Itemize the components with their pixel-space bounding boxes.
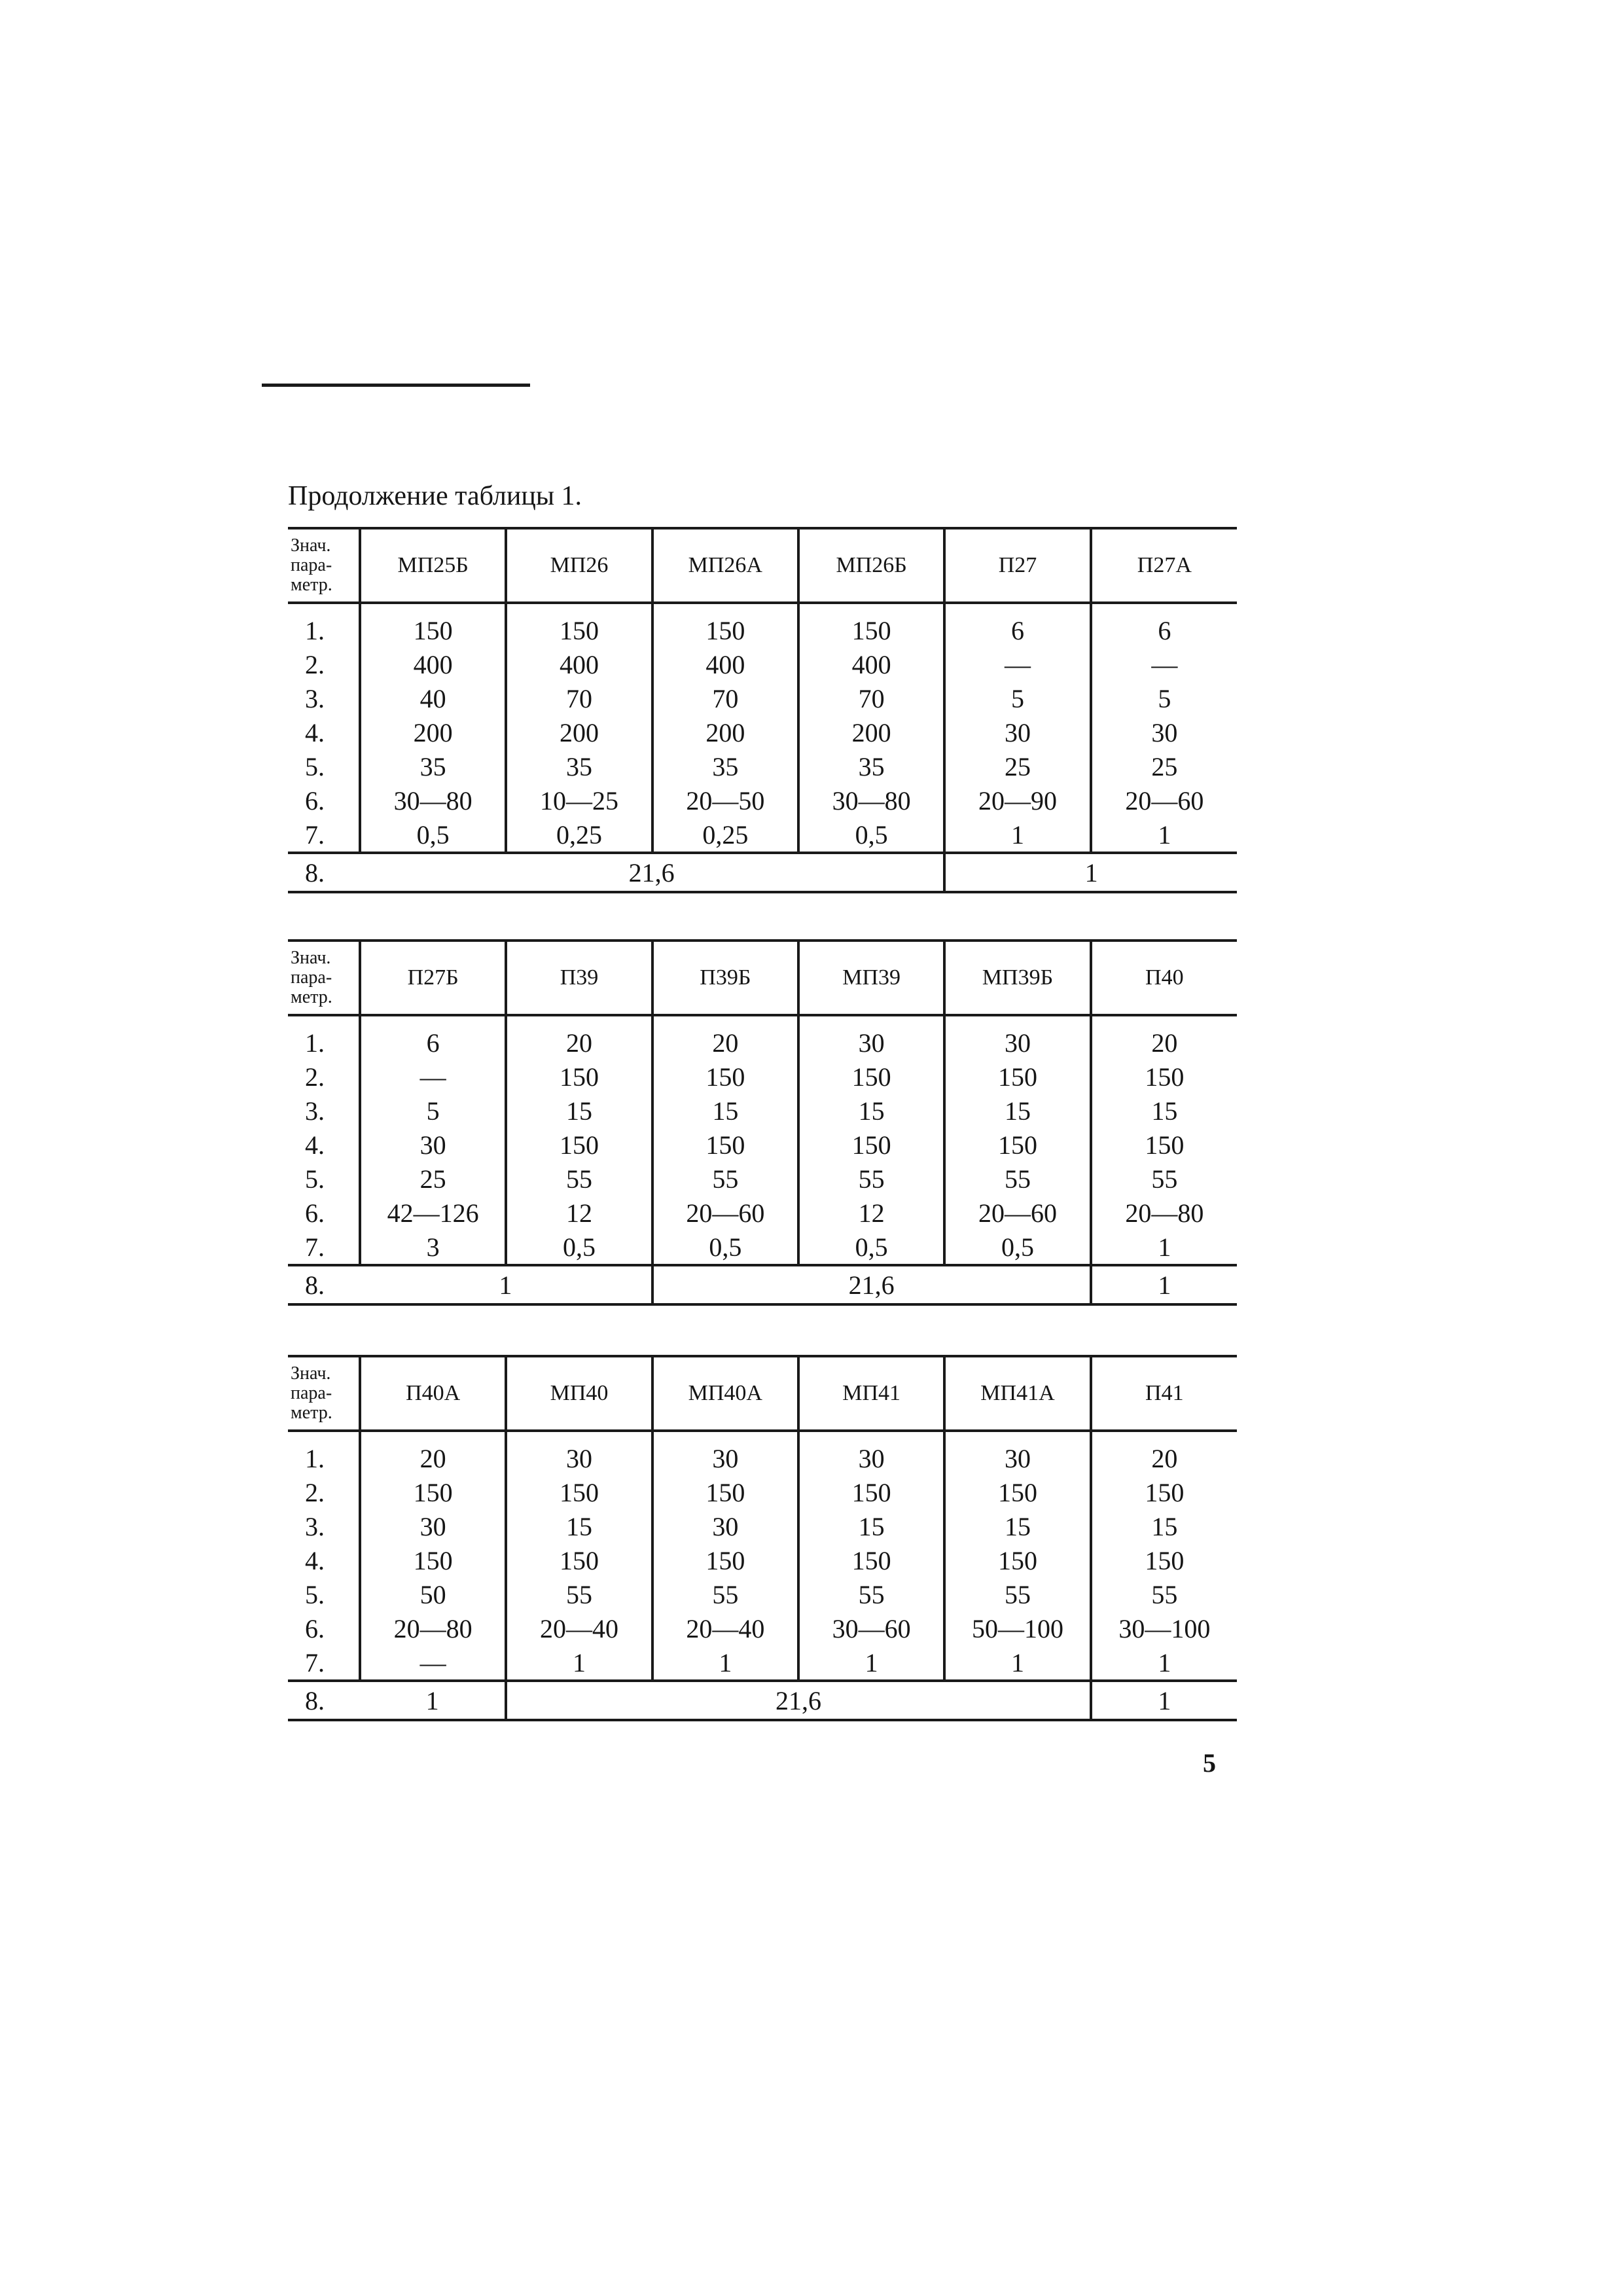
table-cell: 0,5 [360,817,506,853]
table-row [288,817,1237,853]
table-cell: 15 [944,1094,1090,1128]
table-row [288,715,1237,749]
table-cell: 5 [944,681,1090,715]
label-head-line: метр. [291,987,332,1007]
table-cell: 6 [944,603,1090,647]
table-cell: 1 [1091,1645,1237,1681]
table-cell: — [360,1645,506,1681]
table-cell: 55 [798,1577,944,1611]
table-row [288,749,1237,783]
table-cell: 150 [944,1475,1090,1509]
table-cell: 5 [360,1094,506,1128]
table-cell: 50 [360,1577,506,1611]
table-cell: 150 [1091,1060,1237,1094]
table-cell: 1 [944,1645,1090,1681]
table-cell: 30 [360,1128,506,1162]
table-row [288,1509,1237,1543]
column-header: МП39Б [944,941,1090,1015]
row-label: 8. [305,1685,325,1715]
table-cell: 30—80 [798,783,944,817]
column-header: МП25Б [360,528,506,603]
table-cell: 55 [652,1577,798,1611]
table-cell: 150 [506,603,652,647]
table-header-row [288,941,1237,1015]
table-cell: 15 [1091,1094,1237,1128]
table-cell: 0,5 [506,1230,652,1265]
table-cell: 400 [652,647,798,681]
label-head-line: Знач. [291,535,331,556]
table-cell: 150 [360,603,506,647]
table-cell: 150 [506,1475,652,1509]
table-cell: 150 [652,1543,798,1577]
table-cell: 35 [506,749,652,783]
row-label: 1. [305,615,325,645]
column-header: П39 [506,941,652,1015]
table-cell: 25 [1091,749,1237,783]
row-label: 5. [305,751,325,781]
column-header: П27 [944,528,1090,603]
table-cell: 150 [798,1475,944,1509]
table-cell: 30 [1091,715,1237,749]
table-row [288,1577,1237,1611]
table-cell: 55 [944,1577,1090,1611]
table-cell: 42—126 [360,1196,506,1230]
table-cell: 400 [798,647,944,681]
table-cell: 30 [652,1509,798,1543]
table-row [288,1475,1237,1509]
table-cell: 15 [944,1509,1090,1543]
table-cell: 400 [360,647,506,681]
table-cell: 20 [1091,1431,1237,1475]
table-row [288,1094,1237,1128]
column-header: МП41 [798,1356,944,1431]
row-label: 4. [305,717,325,747]
column-header: П41 [1091,1356,1237,1431]
table-cell: 30 [944,715,1090,749]
table-cell: 50—100 [944,1611,1090,1645]
table-cell: 150 [944,1060,1090,1094]
table-row [288,603,1237,647]
table-cell: 70 [798,681,944,715]
table-cell: 5 [1091,681,1237,715]
label-head-line: метр. [291,575,332,595]
column-header: П39Б [652,941,798,1015]
table-cell: 70 [652,681,798,715]
table-cell: 150 [798,1128,944,1162]
table-cell: 40 [360,681,506,715]
merged-cell: 1 [425,1685,439,1715]
table-row [288,1230,1237,1265]
table-cell: 150 [944,1543,1090,1577]
table-cell: 0,5 [944,1230,1090,1265]
table-cell: 20—80 [1091,1196,1237,1230]
table-cell: 20—60 [944,1196,1090,1230]
table-row [288,1196,1237,1230]
column-header: МП39 [798,941,944,1015]
label-head-line: пара- [291,555,332,575]
table-cell: 35 [652,749,798,783]
label-head-line: метр. [291,1403,332,1423]
table-row [288,1162,1237,1196]
table-cell: 200 [652,715,798,749]
table-cell: 20—60 [652,1196,798,1230]
row-label: 3. [305,1096,325,1126]
table-row [288,1543,1237,1577]
table-cell: 15 [798,1509,944,1543]
table-cell: 0,25 [652,817,798,853]
table-cell: 20 [652,1015,798,1060]
table-cell: 10—25 [506,783,652,817]
table-cell: 20 [360,1431,506,1475]
page-number: 5 [1203,1748,1216,1778]
table-cell: 35 [798,749,944,783]
row-label: 4. [305,1130,325,1160]
table-cell: 150 [652,603,798,647]
table-cell: 30 [944,1015,1090,1060]
table-cell: 20—40 [652,1611,798,1645]
table-cell: 30 [360,1509,506,1543]
table-cell: 6 [1091,603,1237,647]
top-rule [262,384,530,387]
table-cell: 30—100 [1091,1611,1237,1645]
row-label: 8. [305,857,325,888]
table-cell: 150 [1091,1543,1237,1577]
parameter-label-header [288,941,360,1015]
table-cell: 25 [360,1162,506,1196]
merged-cell: 21,6 [628,857,675,888]
table-cell: 55 [506,1577,652,1611]
row-label: 7. [305,1232,325,1262]
table-cell: 15 [1091,1509,1237,1543]
table-cell: 30 [652,1431,798,1475]
table-cell: 12 [506,1196,652,1230]
merged-cell: 1 [499,1270,512,1300]
row-label: 5. [305,1579,325,1609]
table-cell: 0,5 [652,1230,798,1265]
table-row [288,1645,1237,1681]
table-cell: 150 [652,1475,798,1509]
table-cell: 150 [506,1060,652,1094]
row-label: 8. [305,1270,325,1300]
parameter-table-2 [288,939,1237,1306]
table-cell: 400 [506,647,652,681]
table-cell: 1 [506,1645,652,1681]
row-label: 6. [305,1198,325,1228]
column-header: П40А [360,1356,506,1431]
label-head-line: пара- [291,967,332,988]
table-cell: 12 [798,1196,944,1230]
label-head-line: Знач. [291,1363,331,1384]
merged-cell: 1 [1091,1681,1237,1720]
table-cell: 150 [1091,1475,1237,1509]
table-cell: 150 [652,1128,798,1162]
table-cell: 1 [652,1645,798,1681]
table-row [288,647,1237,681]
table-cell: 55 [506,1162,652,1196]
table-cell: 0,25 [506,817,652,853]
table-cell: 30—80 [360,783,506,817]
table-cell: 150 [1091,1128,1237,1162]
row-label: 2. [305,649,325,679]
table-row [288,1015,1237,1060]
table-cell: 20—40 [506,1611,652,1645]
table-cell: 55 [652,1162,798,1196]
table-cell: 200 [506,715,652,749]
table-cell: 30 [944,1431,1090,1475]
merged-cell: 1 [944,853,1237,892]
table-cell: 6 [360,1015,506,1060]
table-cell: 55 [798,1162,944,1196]
table-row [288,1128,1237,1162]
table-cell: 30—60 [798,1611,944,1645]
column-header: МП26А [652,528,798,603]
table-cell: 30 [506,1431,652,1475]
column-header: МП41А [944,1356,1090,1431]
table-header-row [288,1356,1237,1431]
table-cell: 35 [360,749,506,783]
row-label: 1. [305,1443,325,1473]
table-cell: 150 [506,1128,652,1162]
table-cell: 20—80 [360,1611,506,1645]
table-cell: 55 [1091,1577,1237,1611]
parameter-label-header [288,1356,360,1431]
table-cell: — [944,647,1090,681]
table-cell: 55 [944,1162,1090,1196]
column-header: П27А [1091,528,1237,603]
merged-cell: 21,6 [506,1681,1090,1720]
parameter-label-header [288,528,360,603]
table-row-8 [288,1681,1237,1720]
row-label: 2. [305,1062,325,1092]
table-cell: 15 [506,1509,652,1543]
table-cell: 150 [944,1128,1090,1162]
merged-cell: 1 [1091,1265,1237,1304]
row-label: 1. [305,1028,325,1058]
table-cell: 70 [506,681,652,715]
column-header: МП40А [652,1356,798,1431]
column-header: МП40 [506,1356,652,1431]
row-label: 4. [305,1545,325,1575]
table-cell: 150 [798,1060,944,1094]
table-cell: 1 [1091,1230,1237,1265]
merged-cell: 21,6 [652,1265,1091,1304]
table-cell: 20 [1091,1015,1237,1060]
table-cell: 150 [798,603,944,647]
table-cell: 20—50 [652,783,798,817]
label-head-line: пара- [291,1383,332,1403]
column-header: МП26 [506,528,652,603]
table-cell: 1 [798,1645,944,1681]
row-label: 7. [305,819,325,850]
parameter-table-3 [288,1355,1237,1721]
table-cell: 0,5 [798,1230,944,1265]
table-cell: 15 [652,1094,798,1128]
row-label: 3. [305,683,325,713]
column-header: П27Б [360,941,506,1015]
table-cell: 150 [798,1543,944,1577]
row-label: 5. [305,1164,325,1194]
table-cell: 30 [798,1431,944,1475]
table-cell: 20—60 [1091,783,1237,817]
table-caption: Продолжение таблицы 1. [288,481,582,511]
table-cell: 20—90 [944,783,1090,817]
table-row-8 [288,853,1237,892]
row-label: 3. [305,1511,325,1541]
row-label: 2. [305,1477,325,1507]
table-cell: 150 [360,1543,506,1577]
table-cell: 150 [652,1060,798,1094]
table-cell: 15 [798,1094,944,1128]
column-header: П40 [1091,941,1237,1015]
table-cell: 30 [798,1015,944,1060]
row-label: 6. [305,785,325,816]
table-cell: 25 [944,749,1090,783]
column-header: МП26Б [798,528,944,603]
table-cell: 1 [1091,817,1237,853]
table-cell: 55 [1091,1162,1237,1196]
table-row [288,1060,1237,1094]
table-row [288,783,1237,817]
table-cell: 200 [360,715,506,749]
parameter-table-1 [288,527,1237,893]
table-cell: 150 [506,1543,652,1577]
table-header-row [288,528,1237,603]
row-label: 6. [305,1613,325,1643]
table-cell: 20 [506,1015,652,1060]
table-row [288,1431,1237,1475]
table-cell: 200 [798,715,944,749]
label-head-line: Знач. [291,948,331,968]
table-cell: — [1091,647,1237,681]
table-cell: 15 [506,1094,652,1128]
row-label: 7. [305,1647,325,1677]
table-cell: 150 [360,1475,506,1509]
table-cell: 3 [360,1230,506,1265]
table-row [288,1611,1237,1645]
table-row-8 [288,1265,1237,1304]
table-cell: — [360,1060,506,1094]
table-cell: 0,5 [798,817,944,853]
table-row [288,681,1237,715]
table-cell: 1 [944,817,1090,853]
